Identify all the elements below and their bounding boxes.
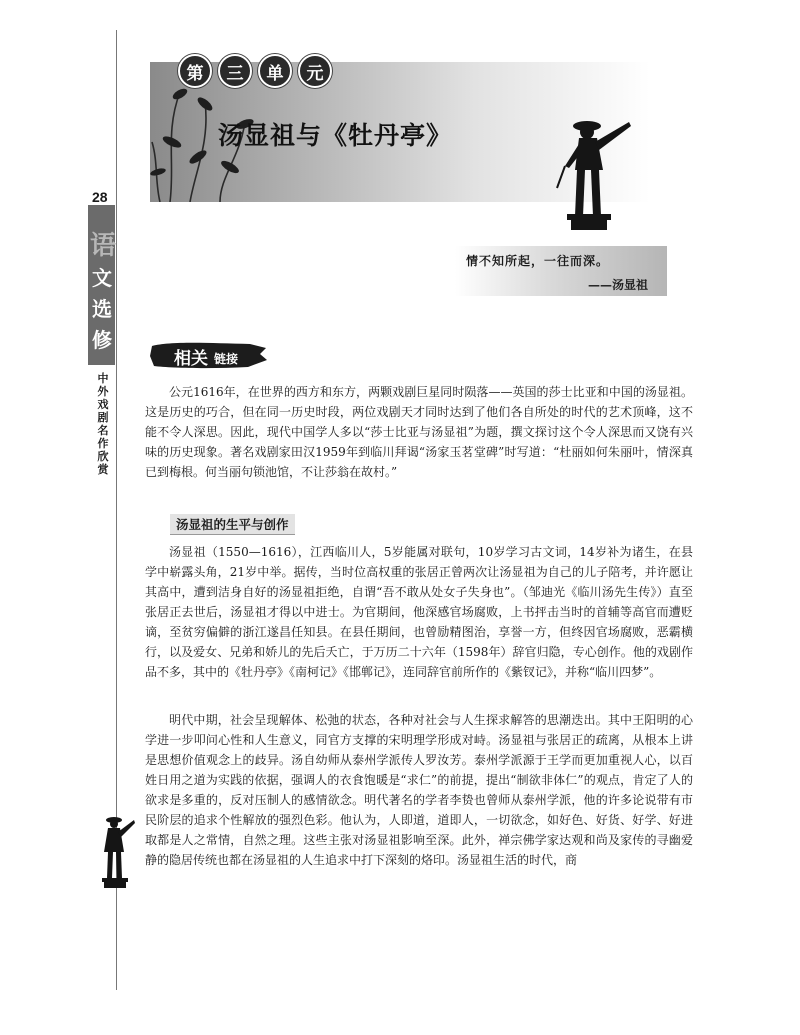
unit-label-char: 单	[258, 54, 292, 88]
series-title: 中外戏剧名作欣赏	[97, 372, 109, 476]
side-tab-char: 选	[92, 297, 112, 321]
page-number: 28	[92, 189, 108, 205]
unit-label-char: 元	[298, 54, 332, 88]
side-tab-char: 修	[92, 328, 112, 352]
intro-paragraph: 公元1616年，在世界的西方和东方，两颗戏剧巨星同时陨落——英国的莎士比亚和中国的汤显祖。这是历史的巧合，但在同一历史时段，两位戏剧天才同时达到了他们各自所处的时代的艺术顶峰，这不能不令人深思。因此，现代中国学人多以“莎士比亚与汤显祖”为题，撰文探讨这个令人深思而又饶有兴味的历史现象。著名戏剧家田汉1959年到临川拜谒“汤家玉茗堂碑”时写道：“杜丽如何朱丽叶，情深真已到梅根。何当丽句锁池馆，不让莎翁在故村。”	[145, 385, 693, 479]
unit-label-char: 第	[178, 54, 212, 88]
section-label-sub: 链接	[214, 352, 239, 366]
quote-text: 情不知所起，一往而深。	[466, 254, 610, 268]
statue-figure-image	[92, 812, 136, 888]
statue-figure-image	[545, 108, 635, 230]
bio-paragraph: 汤显祖（1550—1616），江西临川人，5岁能属对联句，10岁学习古文词，14岁补为诸生，在县学中崭露头角，21岁中举。据传，当时位高权重的张居正曾两次让汤显祖为自己的儿子陪考，并许愿让其高中，遭到洁身自好的汤显祖拒绝，自谓“吾不敢从处女子失身也”。（邹迪光《临川汤先生传》）直至张居正去世后，汤显祖才得以中进士。为官期间，他深感官场腐败，上书抨击当时的首辅等高官而遭贬谪，至贫穷偏僻的浙江遂昌任知县。在县任期间，也曾励精图治，享誉一方，但终因官场腐败，恶霸横行，以及爱女、兄弟和娇儿的先后夭亡，于万历二十六年（1598年）辞官归隐，专心创作。他的戏剧作品不多，其中的《牡丹亭》《南柯记》《邯郸记》，连同辞官前所作的《紫钗记》，并称“临川四梦”。	[145, 545, 693, 679]
brush-stroke-decoration	[150, 340, 268, 370]
context-paragraph: 明代中期，社会呈现解体、松弛的状态，各种对社会与人生探求解答的思潮迭出。其中王阳明的心学进一步叩问心性和人生意义，同官方支撑的宋明理学形成对峙。汤显祖与张居正的疏离，从根本上讲是思想价值观念上的歧异。汤自幼师从泰州学派传人罗汝芳。泰州学派源于王学而更加重视人心，以百姓日用之道为实践的依据，强调人的衣食饱暖是“求仁”的前提，提出“制欲非体仁”的观点，肯定了人的欲求是多重的，反对压制人的感情欲念。明代著名的学者李贽也曾师从泰州学派，他的许多论说带有市民阶层的追求个性解放的强烈色彩。他认为，人即道，道即人，一切欲念，如好色、好货、好学、好进取都是人之常情，自然之理。这些主张对汤显祖影响至深。此外，禅宗佛学家达观和尚及家传的寻幽爱静的隐居传统也都在汤显祖的人生追求中打下深刻的烙印。汤显祖生活的时代，商	[145, 713, 693, 867]
subheading: 汤显祖的生平与创作	[170, 514, 295, 535]
unit-label	[178, 54, 332, 88]
section-heading	[150, 340, 268, 370]
quote-attribution: ——汤显祖	[588, 278, 649, 292]
side-tab-char: 语	[90, 231, 117, 261]
section-label-main: 相关	[174, 349, 208, 369]
unit-title: 汤显祖与《牡丹亭》	[218, 121, 453, 150]
side-tab-char: 文	[92, 266, 112, 290]
unit-label-char: 三	[218, 54, 252, 88]
